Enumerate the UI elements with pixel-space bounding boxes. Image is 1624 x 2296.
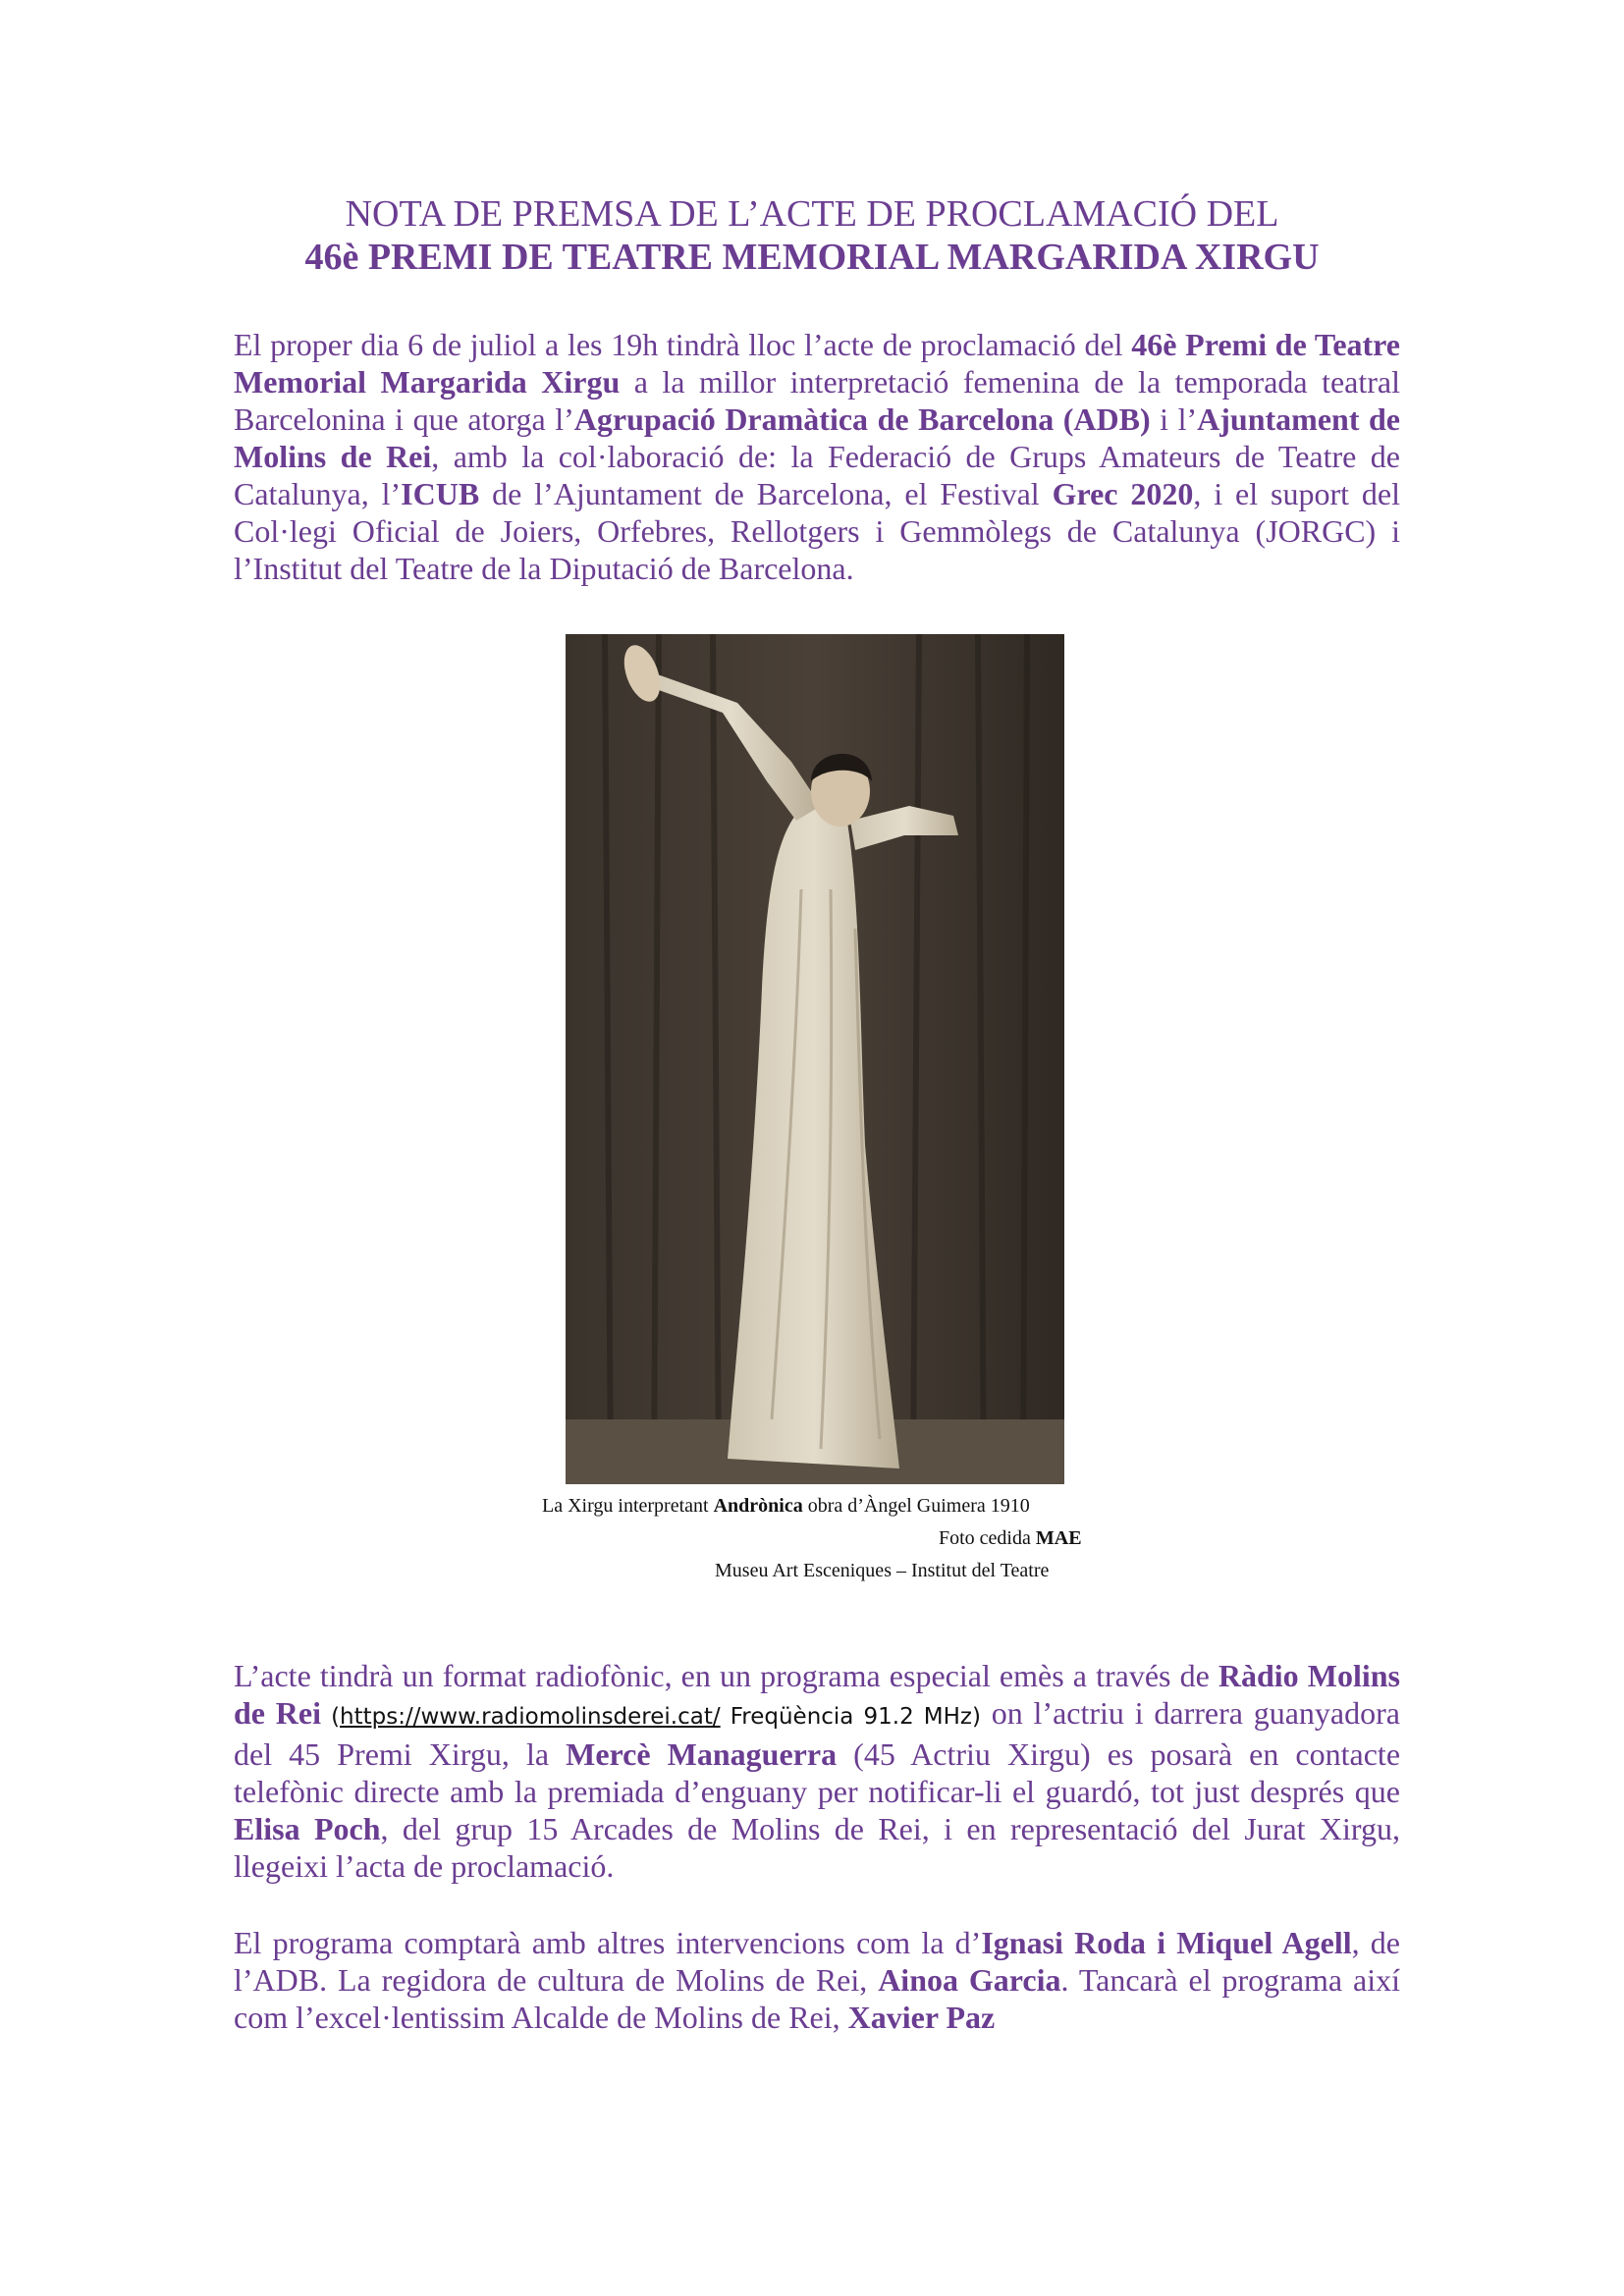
text-span: a la millor interpretació femenina de la temporada teatral Barcelonina i que atorga l’ xyxy=(234,364,1401,437)
photo-margarida-xirgu xyxy=(566,634,1064,1484)
text-span: de l’Ajuntament de Barcelona, el Festival xyxy=(479,476,1053,511)
bold-span: Ajuntament de Molins de Rei xyxy=(234,401,1401,474)
bold-span: Grec 2020 xyxy=(1052,476,1194,511)
radio-link[interactable]: https://www.radiomolinsderei.cat/ xyxy=(340,1704,721,1730)
bold-span: Ainoa Garcia xyxy=(878,1962,1061,1998)
caption-bold: Andrònica xyxy=(713,1495,803,1517)
text-span: on l’actriu i darrera guanyadora del 45 Premi Xirgu, la xyxy=(234,1695,1400,1772)
bold-span: ICUB xyxy=(401,476,480,511)
text-span: El programa comptarà amb altres intervencions com la d’ xyxy=(234,1925,982,1960)
photo-illustration xyxy=(566,634,1064,1484)
program-paragraph xyxy=(234,1924,1400,2036)
radio-paragraph xyxy=(234,1657,1400,1885)
bold-span: Mercè Managuerra xyxy=(566,1736,838,1772)
photo-caption-line-3: Museu Art Esceniques – Institut del Teatre xyxy=(715,1560,1050,1581)
photo-caption-line-1 xyxy=(542,1495,1030,1518)
bold-span: Elisa Poch xyxy=(234,1811,381,1846)
text-span: ( xyxy=(320,1704,341,1730)
bold-span: Ràdio Molins de Rei xyxy=(234,1658,1401,1731)
caption-bold: MAE xyxy=(1035,1527,1082,1549)
caption-text: obra d’Àngel Guimera 1910 xyxy=(802,1495,1030,1517)
title-line-2: 46è PREMI DE TEATRE MEMORIAL MARGARIDA XIRGU xyxy=(304,237,1320,278)
bold-span: Xavier Paz xyxy=(847,2000,996,2035)
bold-span: 46è Premi de Teatre Memorial Margarida Xirgu xyxy=(234,327,1401,400)
photo-caption-line-2 xyxy=(939,1527,1082,1550)
text-span: , i el suport del Col·legi Oficial de Joiers, Orfebres, Rellotgers i Gemmòlegs de Catalunya (JORGC) i l’Institut del Teatre de la Diputació de Barcelona. xyxy=(234,476,1401,586)
title-line-1: NOTA DE PREMSA DE L’ACTE DE PROCLAMACIÓ DEL xyxy=(345,193,1279,235)
text-span: El proper dia 6 de juliol a les 19h tindrà lloc l’acte de proclamació del xyxy=(234,327,1132,362)
text-span: , del grup 15 Arcades de Molins de Rei, i en representació del Jurat Xirgu, llegeixi l’acta de proclamació. xyxy=(234,1811,1401,1884)
intro-paragraph xyxy=(234,326,1400,587)
bold-span: Agrupació Dramàtica de Barcelona (ADB) xyxy=(573,401,1151,437)
text-span: , de l’ADB. La regidora de cultura de Molins de Rei, xyxy=(234,1925,1401,1998)
caption-text: La Xirgu interpretant xyxy=(542,1495,714,1517)
text-span: . Tancarà el programa així com l’excel·lentissim Alcalde de Molins de Rei, xyxy=(234,1962,1401,2035)
bold-span: Ignasi Roda i Miquel Agell xyxy=(981,1925,1352,1960)
text-span: , amb la col·laboració de: la Federació de Grups Amateurs de Teatre de Catalunya, l’ xyxy=(234,439,1401,511)
caption-text: Foto cedida xyxy=(939,1527,1036,1549)
text-span: i l’ xyxy=(1150,401,1198,437)
text-span: (45 Actriu Xirgu) es posarà en contacte telefònic directe amb la premiada d’enguany per notificar-li el guardó, tot just després que xyxy=(234,1736,1401,1809)
frequency-text: Freqüència 91.2 MHz) xyxy=(720,1704,981,1730)
text-span: L’acte tindrà un format radiofònic, en un programa especial emès a través de xyxy=(234,1658,1218,1693)
